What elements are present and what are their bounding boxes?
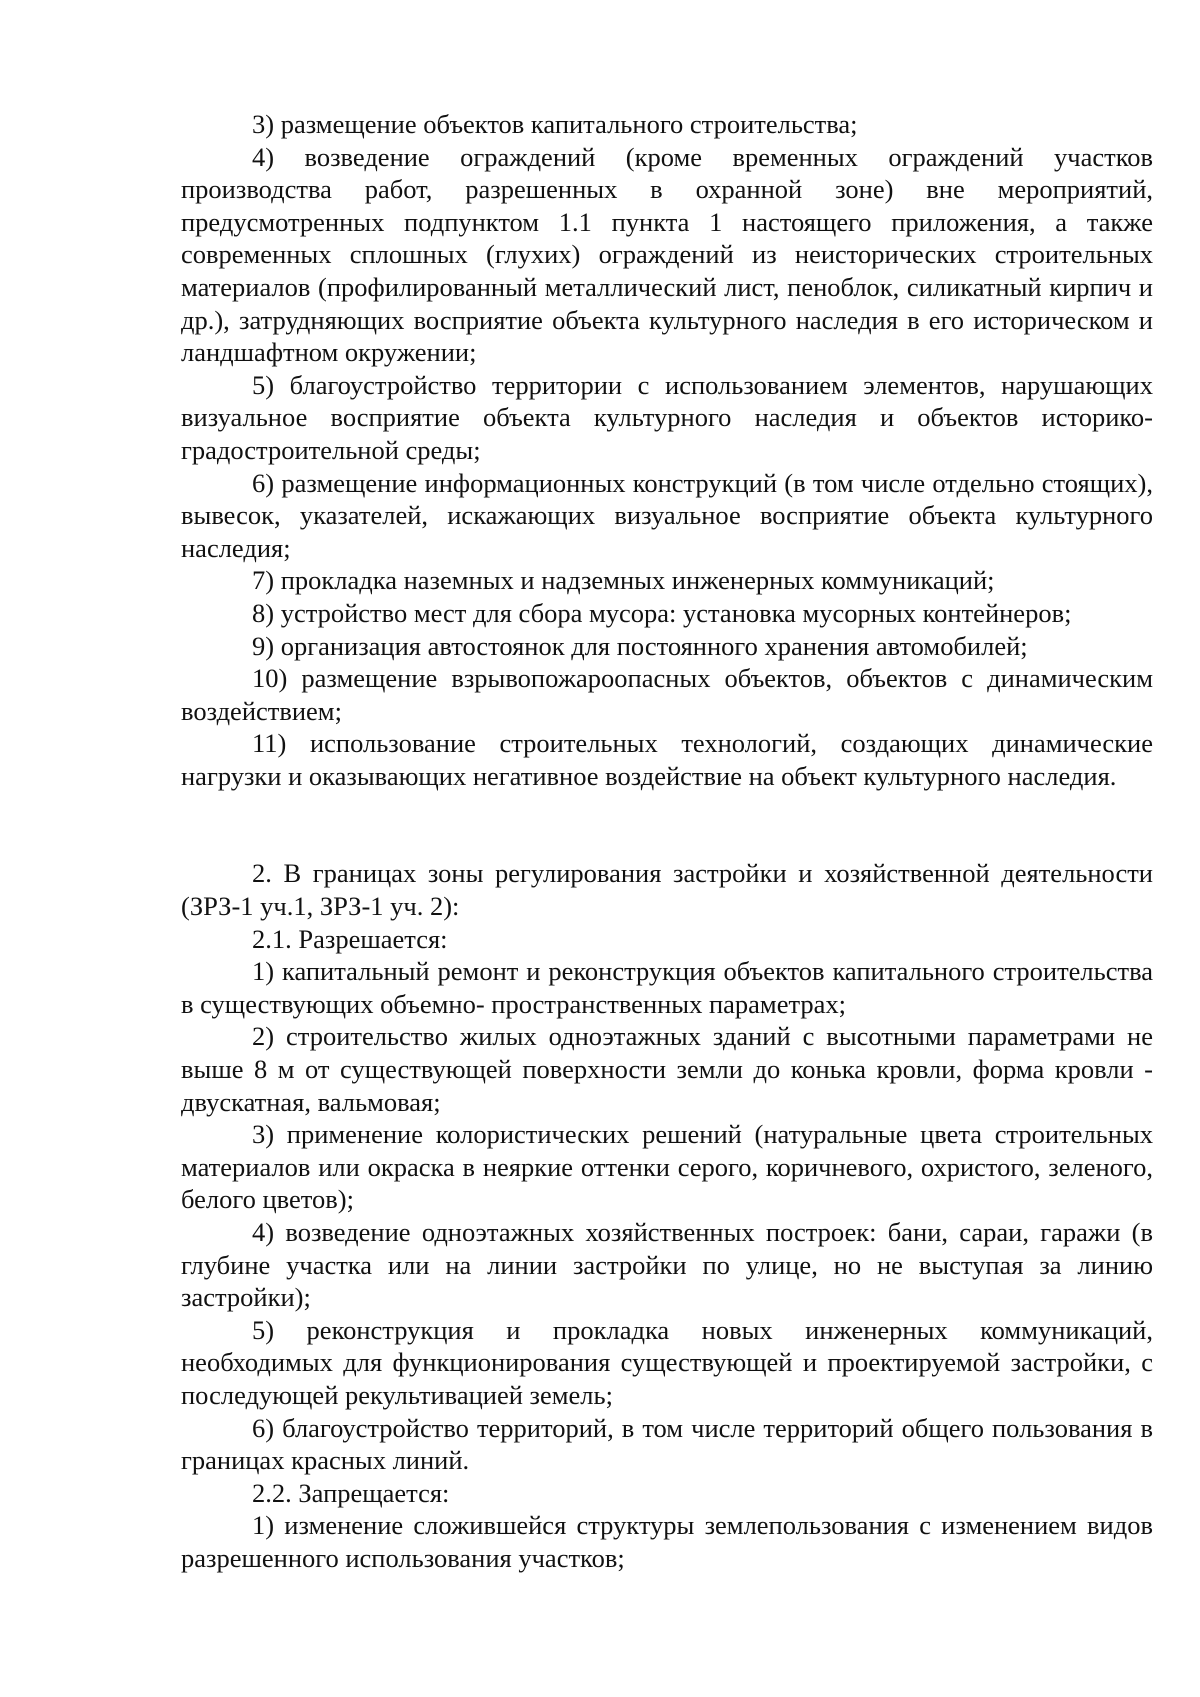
paragraph-prohibit-11: 11) использование строительных технологий, создающих динамические нагрузки и оказывающих негативное воздействие на объект культурного наследия.: [181, 728, 1153, 791]
paragraph-prohibit-6: 6) размещение информационных конструкций (в том числе отдельно стоящих), вывесок, указателей, искажающих визуальное восприятие объекта культурного наследия;: [181, 467, 1153, 563]
paragraph-allow-3: 3) применение колористических решений (натуральные цвета строительных материалов или окраска в неяркие оттенки серого, коричневого, охристого, зеленого, белого цветов);: [181, 1119, 1153, 1215]
subsection-2-1-heading: 2.1. Разрешается:: [252, 923, 448, 954]
paragraph-allow-2: 2) строительство жилых одноэтажных зданий с высотными параметрами не выше 8 м от существующей поверхности земли до конька кровли, форма кровли - двускатная, вальмовая;: [181, 1021, 1153, 1117]
paragraph-allow-6: 6) благоустройство территорий, в том числе территорий общего пользования в границах красных линий.: [181, 1412, 1153, 1476]
subsection-2-2-heading: 2.2. Запрещается:: [252, 1477, 450, 1508]
paragraph-prohibit-3: 3) размещение объектов капитального строительства;: [252, 109, 858, 139]
paragraph-prohibit-8: 8) устройство мест для сбора мусора: установка мусорных контейнеров;: [252, 597, 1072, 628]
paragraph-allow-1: 1) капитальный ремонт и реконструкция объектов капитального строительства в существующих объемно- пространственных параметрах;: [181, 956, 1153, 1019]
paragraph-prohibit-9: 9) организация автостоянок для постоянного хранения автомобилей;: [252, 630, 1028, 661]
paragraph-forbid-1: 1) изменение сложившейся структуры землепользования с изменением видов разрешенного использования участков;: [181, 1510, 1153, 1573]
paragraph-prohibit-5: 5) благоустройство территории с использованием элементов, нарушающих визуальное восприятие объекта культурного наследия и объектов историко-градостроительной среды;: [181, 369, 1153, 465]
paragraph-allow-5: 5) реконструкция и прокладка новых инженерных коммуникаций, необходимых для функционирования существующей и проектируемой застройки, с последующей рекультивацией земель;: [181, 1314, 1153, 1410]
paragraph-prohibit-10: 10) размещение взрывопожароопасных объектов, объектов с динамическим воздействием;: [181, 663, 1153, 726]
section-2-heading: 2. В границах зоны регулирования застройки и хозяйственной деятельности (ЗРЗ-1 уч.1, ЗРЗ-1 уч. 2):: [181, 858, 1153, 922]
paragraph-prohibit-7: 7) прокладка наземных и надземных инженерных коммуникаций;: [252, 565, 995, 596]
paragraph-allow-4: 4) возведение одноэтажных хозяйственных построек: бани, сараи, гаражи (в глубине участка или на линии застройки по улице, но не выступая за линию застройки);: [181, 1217, 1153, 1313]
document-body: [181, 108, 1153, 1575]
paragraph-prohibit-4: 4) возведение ограждений (кроме временных ограждений участков производства работ, разрешенных в охранной зоне) вне мероприятий, предусмотренных подпунктом 1.1 пункта 1 настоящего приложения, а также современных сплошных (глухих) ограждений из неисторических строительных материалов (профилированный металлический лист, пеноблок, силикатный кирпич и др.), затрудняющих восприятие объекта культурного наследия в его историческом и ландшафтном окружении;: [181, 141, 1153, 368]
